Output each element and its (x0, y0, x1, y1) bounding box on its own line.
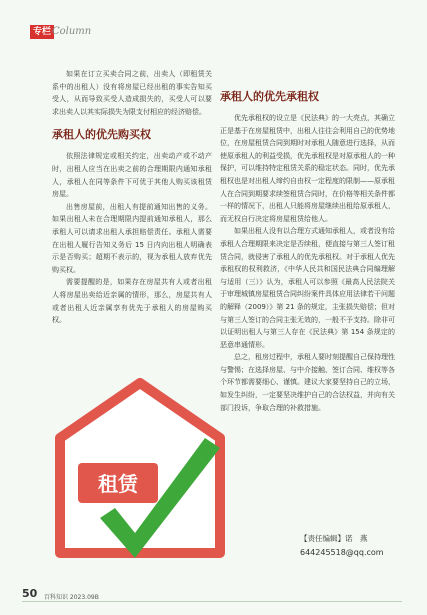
column-label: Column (52, 26, 92, 37)
section-heading-lease: 承租人的优先承租权 (220, 90, 319, 103)
column-badge: 专栏 (30, 25, 54, 39)
paragraph: 依照法律规定或相关约定，出卖动产或不动产时，出租人应当在出卖之前的合理期限内通知承租人，承租人在同等条件下可优于其他人购买该租赁房屋。 (52, 152, 212, 199)
header (0, 0, 427, 44)
editor-credit: 【责任编辑】诺 燕 (300, 534, 368, 543)
footer-divider (22, 601, 402, 602)
editor-email: 644245518@qq.com (300, 548, 384, 557)
intro-paragraph: 如果在订立买卖合同之前，出卖人（即租赁关系中的出租人）没有将房屋已经出租的事实告知买受人，从而导致买受人造成损失的，买受人可以要求出卖人以其实际损失为限支付相应的经济赔偿。 (52, 70, 212, 116)
rental-house-illustration (40, 368, 230, 568)
page-number: 50 (22, 587, 38, 600)
section-heading-purchase: 承租人的优先购买权 (52, 128, 151, 142)
left-column (52, 68, 212, 327)
paragraph: 出售房屋前，出租人有提前通知出售的义务。如果出租人未在合理期限内提前通知承租人，那么承租人可以请求出租人承担赔偿责任。承租人需要在出租人履行告知义务后 15 日内向出租人明确表示是否购买；超期不表示的，视为承租人放弃优先购买权。 (52, 202, 212, 274)
paragraph: 需要提醒的是，如果存在房屋共有人或者出租人将房屋出卖给近亲属的情形，那么，房屋共有人或者出租人近亲属享有优先于承租人的房屋购买权。 (52, 278, 212, 325)
rent-sign-text: 租赁 (98, 472, 138, 496)
paragraph: 总之，租房过程中，承租人要时刻提醒自己保持理性与警惕；在选择房屋、与中介接触、签订合同、维权等各个环节都需要细心、谨慎。建议大家要坚持自己的立场，如发生纠纷，一定要坚决维护自己的合法权益，并向有关部门投诉，争取合理的补救措施。 (220, 353, 395, 412)
paragraph: 优先承租权的设立是《民法典》的一大亮点，其确立正是基于在房屋租赁中，出租人往往会利用自己的优势地位，在房屋租赁合同到期时对承租人随意进行选择，从而使原承租人的利益受损，优先承租权是对原承租人的一种保护，可以维持特定租赁关系的稳定状态。同时，优先承租权也是对出租人缔约自由权一定程度的限制——原承租人在合同到期要求续签租赁合同时，在价格等相关条件都一样的情况下，出租人只能将房屋继续出租给原承租人，而无权自行决定将房屋租赁给他人。 (220, 114, 395, 223)
magazine-issue: 百科知识 2023.09B (44, 594, 99, 601)
paragraph: 如果出租人没有以合理方式通知承租人，或者没有给承租人合理期限来决定是否续租，便直接与第三人签订租赁合同，就侵害了承租人的优先承租权。对于承租人优先承租权的权利救济，《中华人民共和国民法典合同编理解与适用（三）》认为，承租人可以参照《最高人民法院关于审理城镇房屋租赁合同纠纷案件具体应用法律若干问题的解释（2009）》第 21 条的规定，主张损失赔偿；但对与第三人签订的合同主张无效的，一般不予支持。除非可以证明出租人与第三人存在《民法典》第 154 条规定的恶意串通情形。 (220, 227, 395, 349)
right-column (220, 112, 395, 414)
